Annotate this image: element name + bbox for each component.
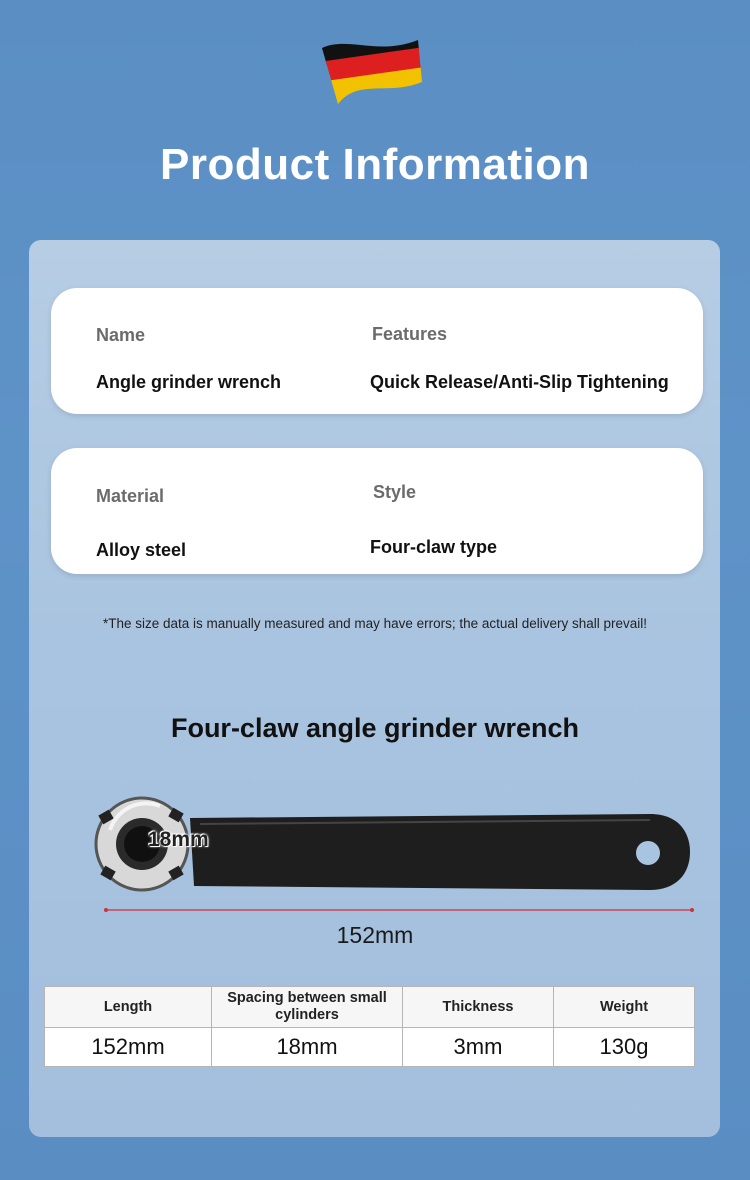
material-value: Alloy steel [96,540,187,560]
spec-value-spacing: 18mm [212,1028,403,1067]
features-value: Quick Release/Anti-Slip Tightening [370,372,669,392]
product-title: Four-claw angle grinder wrench [170,713,580,743]
spec-value-weight: 130g [554,1028,695,1067]
spec-header-length: Length [45,987,212,1028]
style-value: Four-claw type [370,537,498,557]
info-card-name-features [51,288,703,414]
spec-value-thickness: 3mm [403,1028,554,1067]
name-value: Angle grinder wrench [96,372,282,392]
spec-header-row [45,987,695,1028]
features-label: Features [372,324,448,344]
spec-value-row [45,1028,695,1067]
spec-table [44,986,695,1067]
spec-header-spacing: Spacing between small cylinders [212,987,403,1028]
page-title: Product Information [160,140,590,189]
name-label: Name [96,325,146,345]
spec-header-weight: Weight [554,987,695,1028]
german-flag-icon [318,34,424,106]
material-label: Material [96,486,165,506]
spec-header-thickness: Thickness [403,987,554,1028]
dimension-length-label: 152mm [336,922,414,948]
dimension-line [104,908,694,912]
dimension-spacing-label: 18mm [148,828,209,851]
spec-value-length: 152mm [45,1028,212,1067]
measurement-note: *The size data is manually measured and may have errors; the actual delivery shall prevail! [102,616,647,631]
style-label: Style [373,482,417,502]
